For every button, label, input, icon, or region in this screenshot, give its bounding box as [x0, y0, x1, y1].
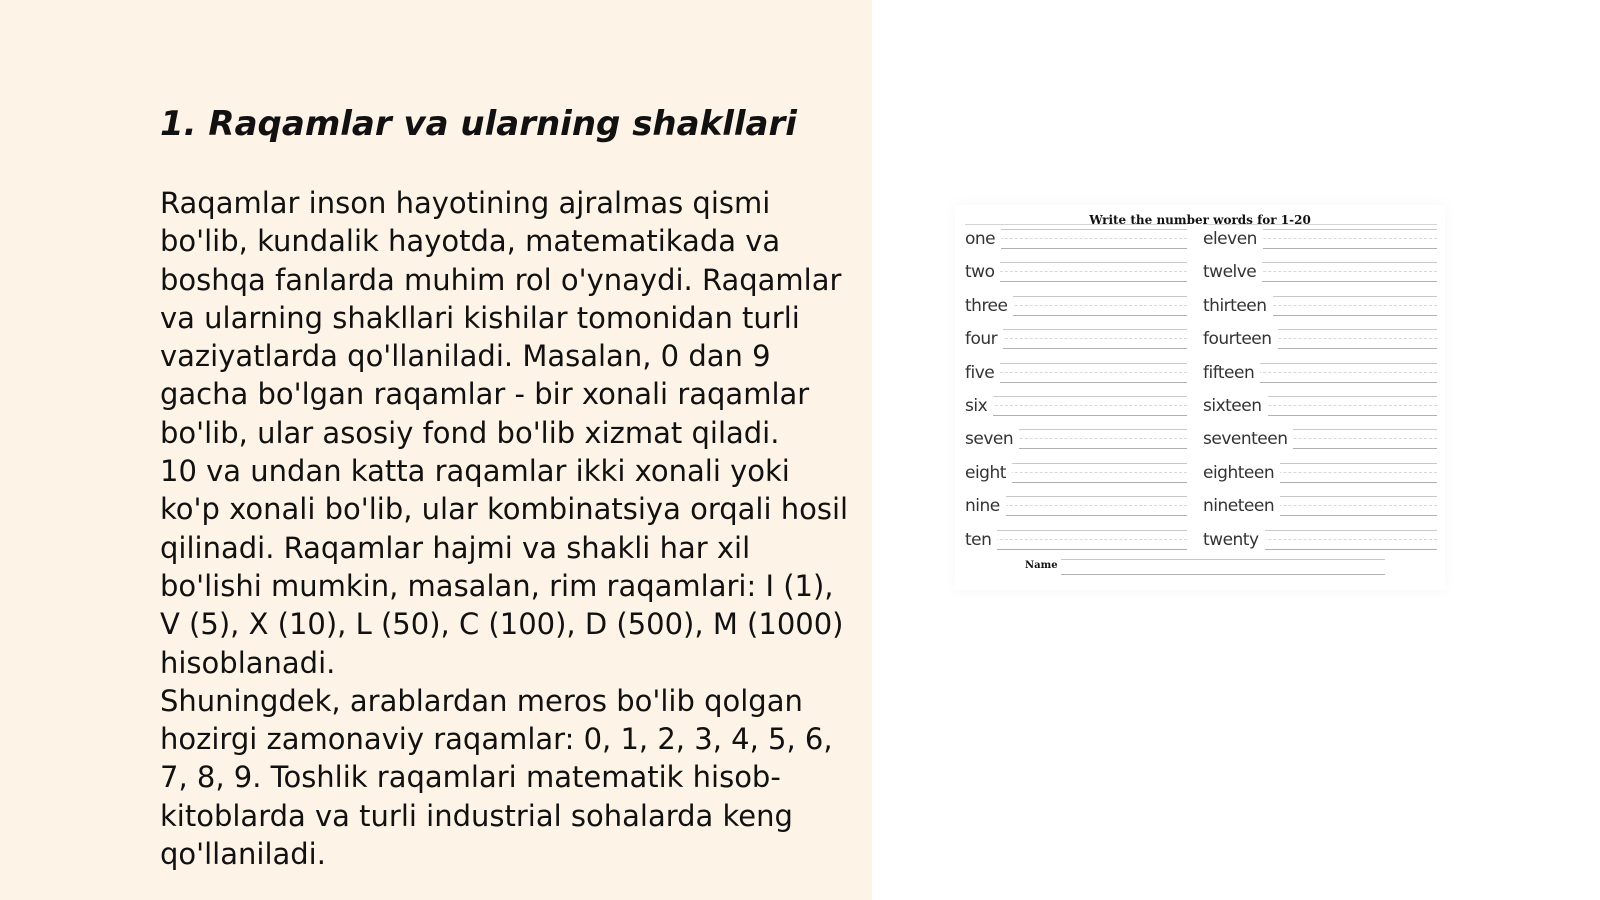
- worksheet-row: [965, 361, 1187, 385]
- worksheet-name-writing-line: [1061, 559, 1385, 575]
- worksheet-number-word: twenty: [1203, 530, 1265, 550]
- worksheet-row: [1203, 494, 1437, 518]
- worksheet-row: [1203, 294, 1437, 318]
- worksheet-row: [1203, 461, 1437, 485]
- worksheet-writing-line: [965, 396, 1187, 416]
- worksheet-number-word: four: [965, 329, 1003, 349]
- worksheet-number-word: eight: [965, 463, 1012, 483]
- slide-body: [160, 184, 850, 873]
- worksheet-row: [1203, 260, 1437, 284]
- worksheet-number-word: eleven: [1203, 229, 1263, 249]
- worksheet-row: [1203, 528, 1437, 552]
- worksheet-row: [965, 528, 1187, 552]
- worksheet-row: [965, 427, 1187, 451]
- worksheet-number-word: fifteen: [1203, 363, 1260, 383]
- worksheet-number-word: five: [965, 363, 1000, 383]
- paragraph-2: 10 va undan katta raqamlar ikki xonali yoki ko'p xonali bo'lib, ular kombinatsiya orqali hosil qilinadi. Raqamlar hajmi va shakli har xil bo'lishi mumkin, masalan, rim raqamlari: I (1), V (5), X (10), L (50), C (100), D (500), M (1000) hisoblanadi.: [160, 454, 849, 680]
- worksheet-number-word: thirteen: [1203, 296, 1273, 316]
- worksheet-number-word: nine: [965, 496, 1006, 516]
- worksheet-number-word: one: [965, 229, 1001, 249]
- worksheet-row: [1203, 327, 1437, 351]
- worksheet-row: [1203, 394, 1437, 418]
- worksheet-number-word: seventeen: [1203, 429, 1293, 449]
- worksheet-writing-line: [965, 530, 1187, 550]
- paragraph-3: Shuningdek, arablardan meros bo'lib qolgan hozirgi zamonaviy raqamlar: 0, 1, 2, 3, 4, 5, 6, 7, 8, 9. Toshlik raqamlari matematik hisob-kitoblarda va turli industrial sohalarda keng qo'llaniladi.: [160, 683, 833, 872]
- worksheet-number-word: two: [965, 262, 1000, 282]
- worksheet-number-word: sixteen: [1203, 396, 1268, 416]
- worksheet-number-word: seven: [965, 429, 1019, 449]
- worksheet-title: Write the number words for 1-20: [1089, 213, 1311, 227]
- worksheet-row: [965, 260, 1187, 284]
- worksheet-row: [1203, 361, 1437, 385]
- worksheet-number-word: six: [965, 396, 993, 416]
- slide-title: 1. Raqamlar va ularning shakllari: [160, 104, 797, 144]
- worksheet-number-word: eighteen: [1203, 463, 1280, 483]
- worksheet-row: [1203, 427, 1437, 451]
- worksheet-row: [965, 227, 1187, 251]
- worksheet-row: [965, 461, 1187, 485]
- paragraph-1: Raqamlar inson hayotining ajralmas qismi bo'lib, kundalik hayotda, matematikada va boshqa fanlarda muhim rol o'ynaydi. Raqamlar va ularning shakllari kishilar tomonidan turli vaziyatlarda qo'llaniladi. Masalan, 0 dan 9 gacha bo'lgan raqamlar - bir xonali raqamlar bo'lib, ular asosiy fond bo'lib xizmat qiladi.: [160, 186, 842, 450]
- number-words-worksheet-image: [955, 205, 1445, 590]
- worksheet-number-word: three: [965, 296, 1013, 316]
- worksheet-name-row: [1025, 557, 1385, 577]
- worksheet-number-word: twelve: [1203, 262, 1262, 282]
- worksheet-row: [1203, 227, 1437, 251]
- worksheet-number-word: ten: [965, 530, 997, 550]
- worksheet-row: [965, 294, 1187, 318]
- worksheet-row: [965, 327, 1187, 351]
- worksheet-row: [965, 494, 1187, 518]
- worksheet-row: [965, 394, 1187, 418]
- worksheet-number-word: fourteen: [1203, 329, 1278, 349]
- worksheet-name-label: Name: [1025, 560, 1058, 571]
- worksheet-number-word: nineteen: [1203, 496, 1280, 516]
